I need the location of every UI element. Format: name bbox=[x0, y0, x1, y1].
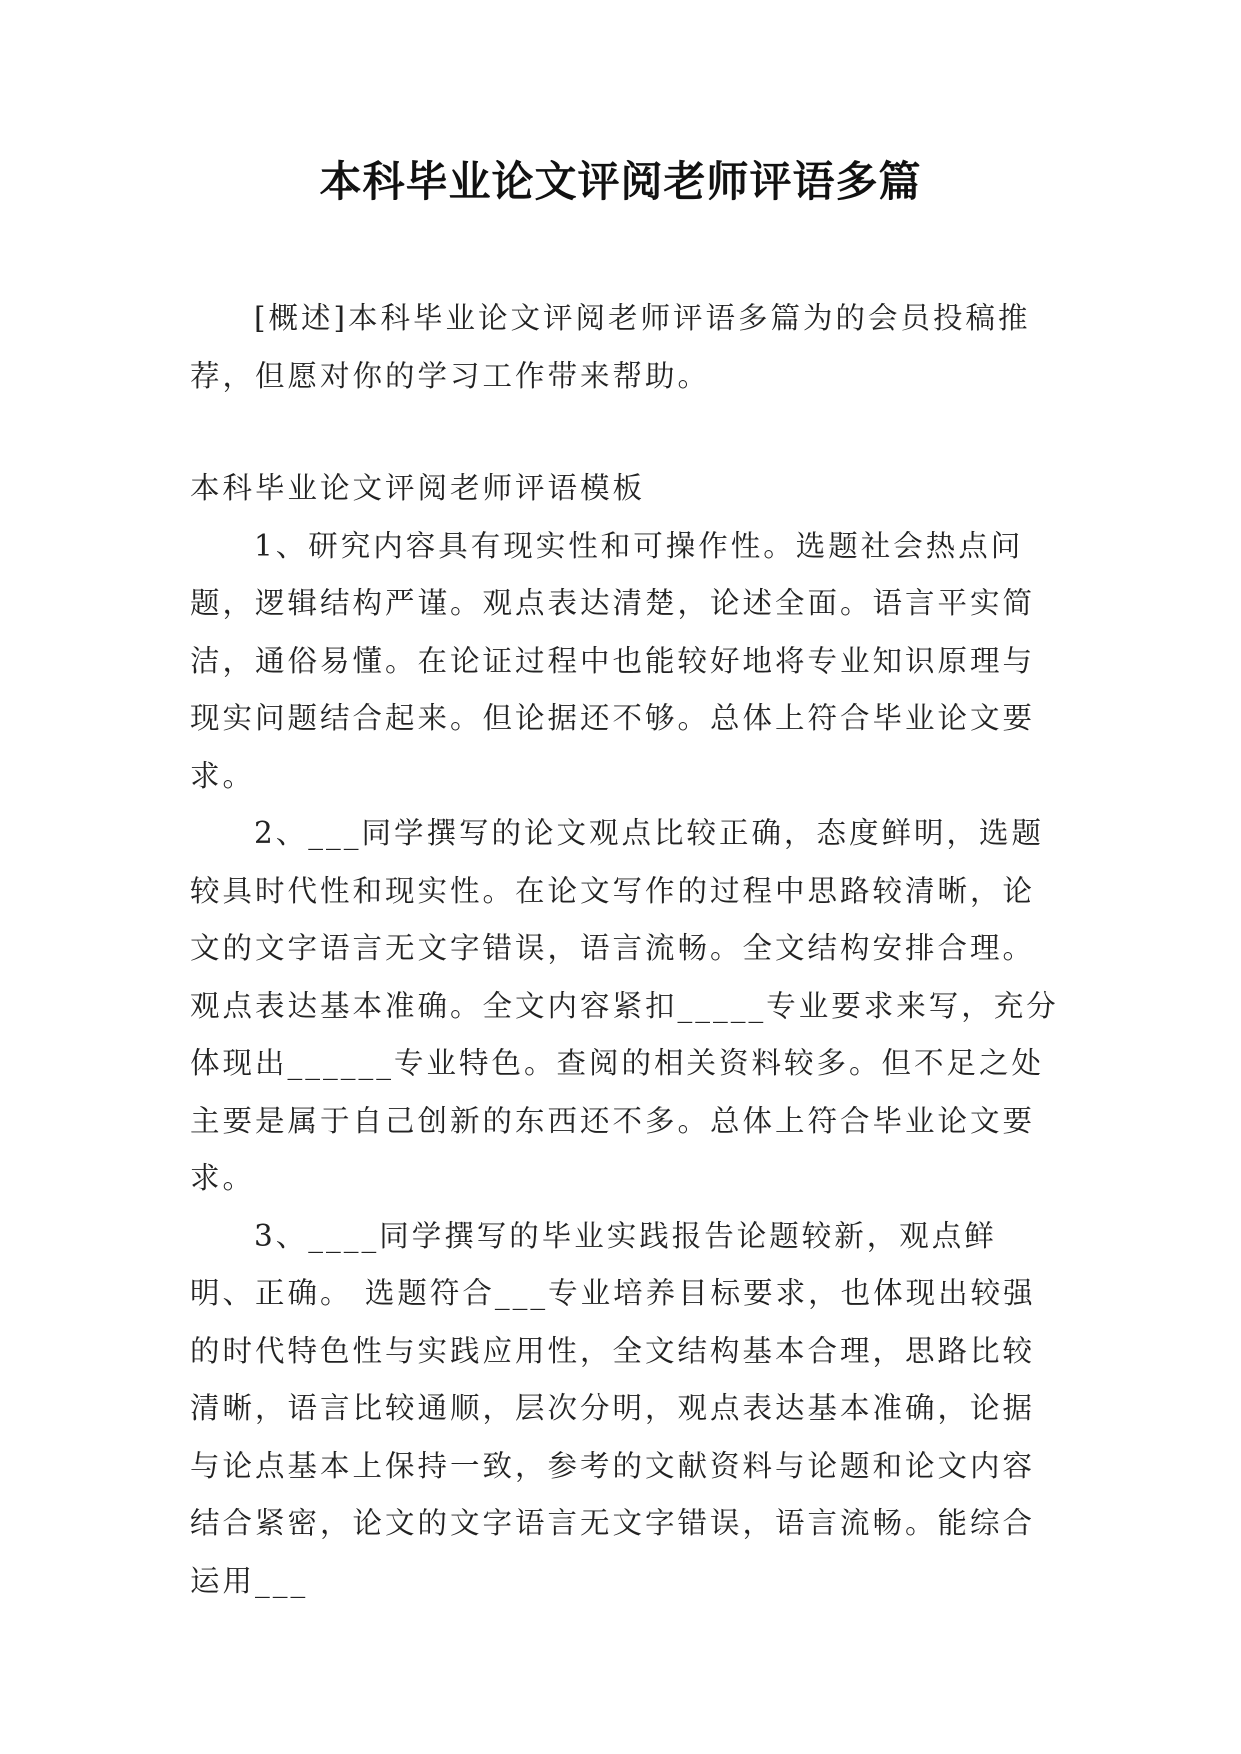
document-title: 本科毕业论文评阅老师评语多篇 bbox=[319, 157, 922, 206]
comment-paragraph-3: 3、____同学撰写的毕业实践报告论题较新，观点鲜明、正确。 选题符合___专业培养目标要求，也体现出较强的时代特色性与实践应用性，全文结构基本合理，思路比较清晰，语言比较通顺，层次分明，观点表达基本准确，论据与论点基本上保持一致，参考的文献资料与论题和论文内容结合紧密，论文的文字语言无文字错误，语言流畅。能综合运用___ bbox=[190, 1218, 1036, 1598]
section-heading: 本科毕业论文评阅老师评语模板 bbox=[190, 471, 646, 505]
spacer bbox=[190, 405, 1060, 460]
comment-paragraph-2: 2、___同学撰写的论文观点比较正确，态度鲜明，选题较具时代性和现实性。在论文写作的过程中思路较清晰，论文的文字语言无文字错误，语言流畅。全文结构安排合理。观点表达基本准确。全文内容紧扣_____专业要求来写，充分体现出______专业特色。查阅的相关资料较多。但不足之处主要是属于自己创新的东西还不多。总体上符合毕业论文要求。 bbox=[190, 816, 1059, 1195]
summary-paragraph: [概述]本科毕业论文评阅老师评语多篇为的会员投稿推荐，但愿对你的学习工作带来帮助。 bbox=[190, 301, 1031, 393]
comment-paragraph-1: 1、研究内容具有现实性和可操作性。选题社会热点问题，逻辑结构严谨。观点表达清楚，论述全面。语言平实简洁，通俗易懂。在论证过程中也能较好地将专业知识原理与现实问题结合起来。但论据还不够。总体上符合毕业论文要求。 bbox=[190, 528, 1036, 793]
document-body bbox=[190, 290, 1060, 1610]
